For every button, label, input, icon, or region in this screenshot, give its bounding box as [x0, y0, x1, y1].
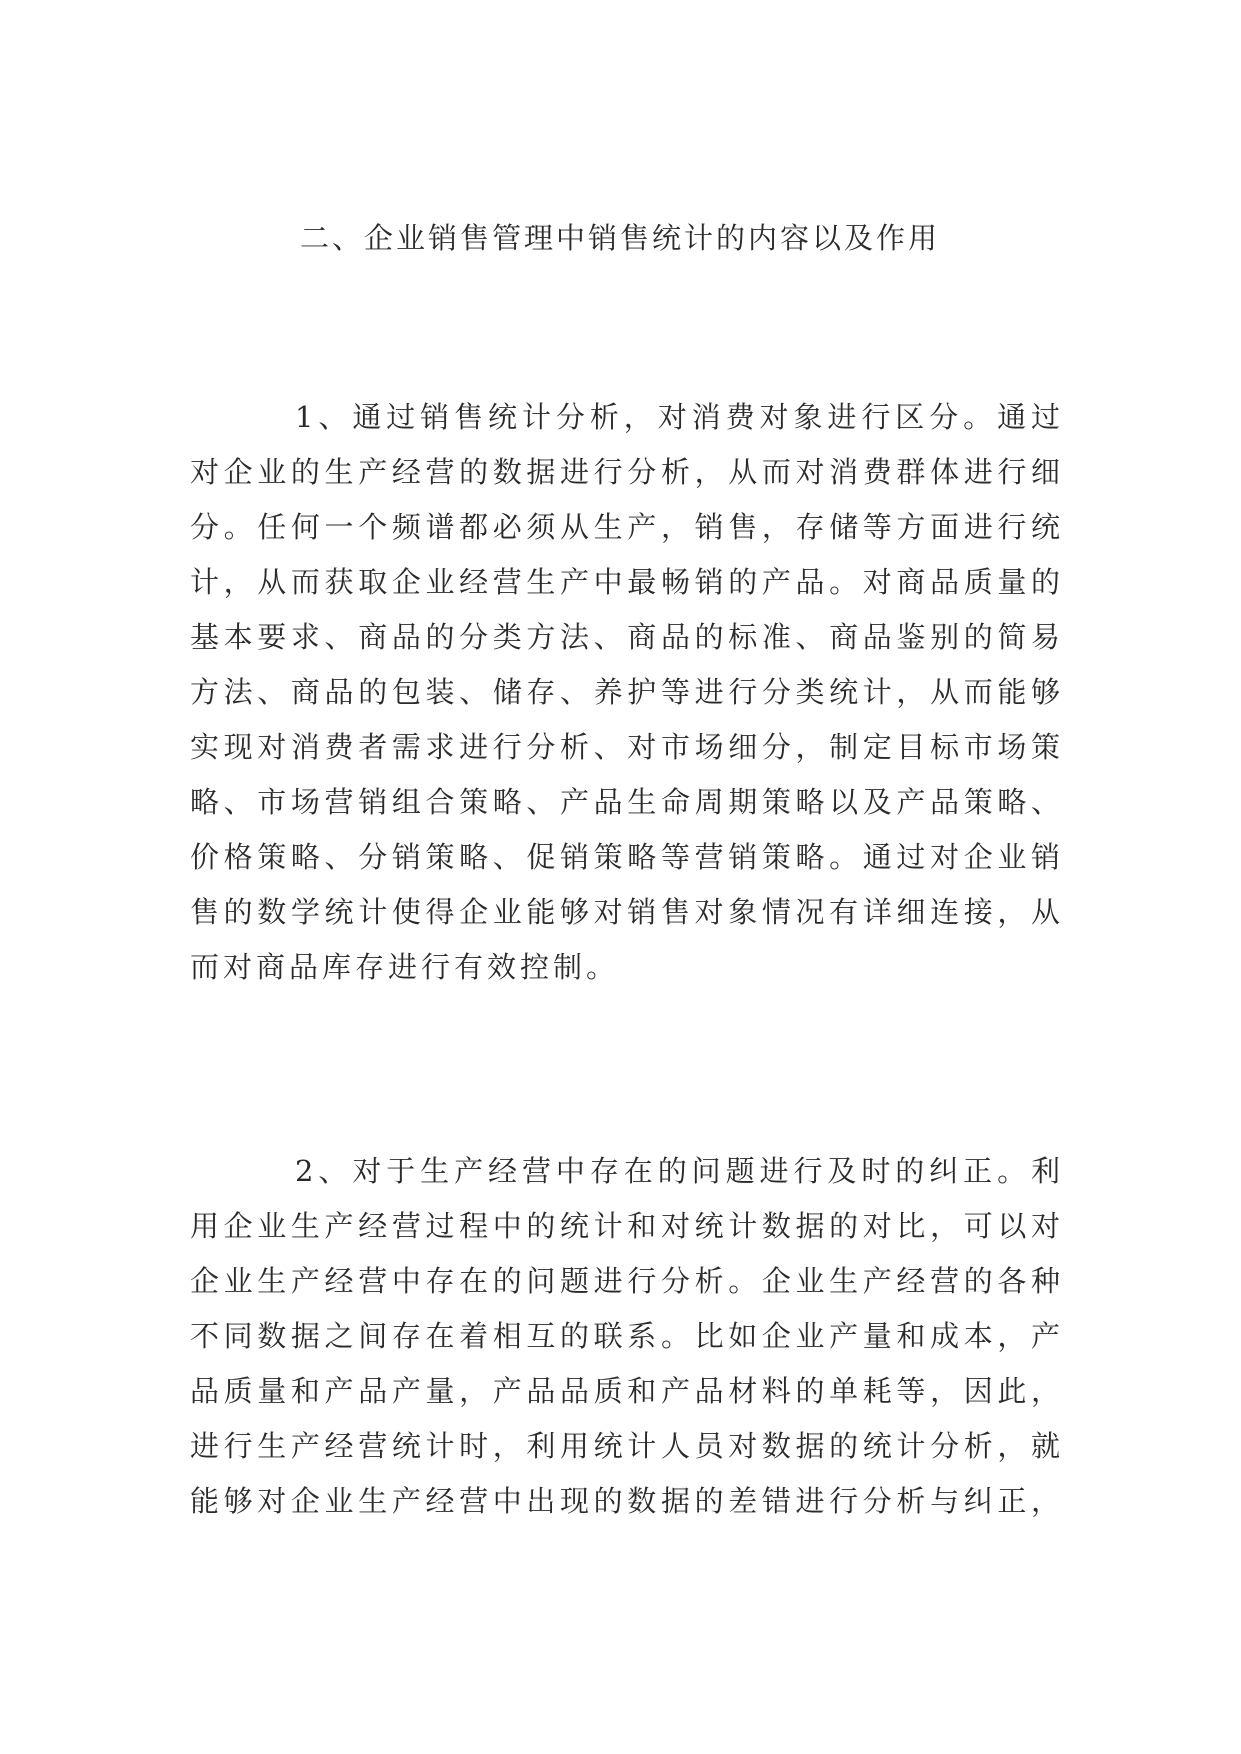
paragraph-line: 不同数据之间存在着相互的联系。比如企业产量和成本，产 — [190, 1319, 1060, 1353]
paragraph-line: 进行生产经营统计时，利用统计人员对数据的统计分析，就 — [190, 1429, 1060, 1463]
paragraph-line: 品质量和产品产量，产品品质和产品材料的单耗等，因此， — [190, 1374, 1060, 1408]
paragraph-line: 企业生产经营中存在的问题进行分析。企业生产经营的各种 — [190, 1264, 1060, 1298]
paragraph-line: 2、对于生产经营中存在的问题进行及时的纠正。利 — [295, 1154, 1060, 1188]
paragraph-line: 价格策略、分销策略、促销策略等营销策略。通过对企业销 — [190, 840, 1060, 874]
paragraph-line: 分。任何一个频谱都必须从生产，销售，存储等方面进行统 — [190, 510, 1060, 544]
paragraph-line: 而对商品库存进行有效控制。 — [190, 950, 620, 984]
paragraph-line: 1、通过销售统计分析，对消费对象进行区分。通过 — [295, 400, 1060, 434]
paragraph-line: 能够对企业生产经营中出现的数据的差错进行分析与纠正， — [190, 1484, 1060, 1518]
paragraph-line: 略、市场营销组合策略、产品生命周期策略以及产品策略、 — [190, 785, 1060, 819]
paragraph-line: 售的数学统计使得企业能够对销售对象情况有详细连接，从 — [190, 895, 1060, 929]
paragraph-line: 实现对消费者需求进行分析、对市场细分，制定目标市场策 — [190, 730, 1060, 764]
paragraph-line: 基本要求、商品的分类方法、商品的标准、商品鉴别的简易 — [190, 620, 1060, 654]
paragraph-line: 用企业生产经营过程中的统计和对统计数据的对比，可以对 — [190, 1209, 1060, 1243]
paragraph-line: 计，从而获取企业经营生产中最畅销的产品。对商品质量的 — [190, 565, 1060, 599]
paragraph-line: 对企业的生产经营的数据进行分析，从而对消费群体进行细 — [190, 455, 1060, 489]
section-heading: 二、企业销售管理中销售统计的内容以及作用 — [299, 221, 940, 255]
paragraph-2 — [190, 1144, 1060, 1529]
paragraph-line: 方法、商品的包装、储存、养护等进行分类统计，从而能够 — [190, 675, 1060, 709]
paragraph-1 — [190, 390, 1060, 995]
